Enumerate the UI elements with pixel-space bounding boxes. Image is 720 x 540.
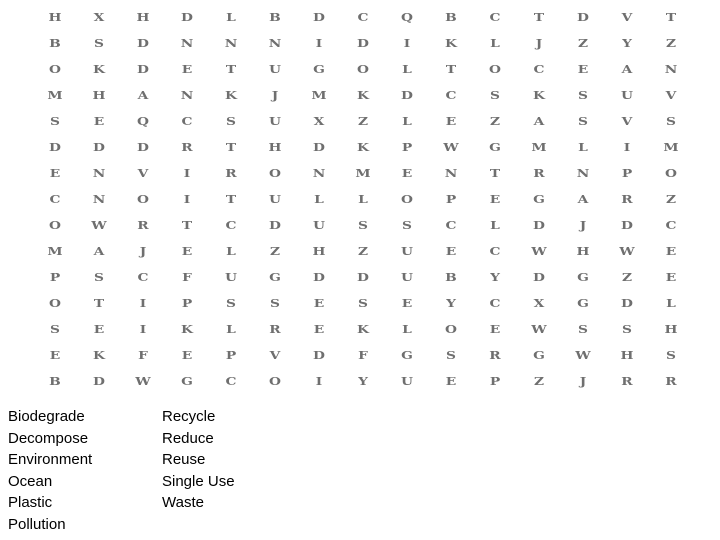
grid-cell: A	[577, 192, 589, 206]
grid-cell: S	[226, 296, 236, 310]
grid-cell: L	[490, 218, 500, 232]
grid-cell: I	[623, 140, 631, 154]
grid-cell: S	[226, 114, 236, 128]
grid-cell: E	[93, 322, 105, 336]
grid-cell: W	[531, 244, 547, 258]
grid-cell: M	[355, 166, 371, 180]
grid-cell: M	[47, 88, 63, 102]
grid-cell: W	[619, 244, 635, 258]
word-pollution: Pollution	[8, 515, 66, 533]
grid-cell: K	[225, 88, 237, 102]
grid-cell: C	[445, 218, 457, 232]
grid-cell: M	[663, 140, 679, 154]
grid-cell: N	[664, 62, 678, 76]
grid-cell: T	[181, 218, 193, 232]
grid-cell: R	[489, 348, 501, 362]
grid-cell: Z	[489, 114, 501, 128]
grid-cell: R	[621, 192, 633, 206]
grid-cell: O	[401, 192, 413, 206]
grid-cell: D	[313, 140, 325, 154]
grid-cell: W	[531, 322, 547, 336]
grid-cell: T	[93, 296, 105, 310]
grid-cell: U	[401, 374, 413, 388]
grid-cell: D	[621, 296, 633, 310]
grid-cell: D	[93, 140, 105, 154]
grid-cell: C	[225, 218, 237, 232]
grid-cell: P	[181, 296, 193, 310]
grid-cell: P	[401, 140, 413, 154]
grid-cell: U	[269, 62, 281, 76]
grid-cell: G	[533, 192, 545, 206]
grid-cell: C	[137, 270, 149, 284]
grid-cell: O	[49, 218, 61, 232]
grid-cell: L	[490, 36, 500, 50]
word-decompose: Decompose	[8, 429, 89, 447]
grid-cell: O	[269, 166, 281, 180]
grid-cell: V	[269, 348, 281, 362]
grid-cell: G	[577, 270, 589, 284]
grid-cell: E	[313, 322, 325, 336]
grid-cell: S	[666, 348, 676, 362]
grid-cell: M	[311, 88, 327, 102]
grid-cell: L	[226, 322, 236, 336]
grid-cell: I	[139, 296, 147, 310]
word-search-grid	[33, 4, 693, 394]
grid-cell: M	[47, 244, 63, 258]
grid-cell: O	[137, 192, 149, 206]
grid-cell: A	[533, 114, 545, 128]
grid-cell: O	[489, 62, 501, 76]
grid-cell: E	[489, 322, 501, 336]
grid-cell: W	[575, 348, 591, 362]
word-ocean: Ocean	[8, 472, 53, 490]
grid-cell: K	[93, 348, 105, 362]
grid-cell: L	[226, 244, 236, 258]
grid-cell: E	[445, 114, 457, 128]
grid-cell: D	[137, 36, 149, 50]
grid-cell: E	[577, 62, 589, 76]
grid-cell: G	[401, 348, 413, 362]
grid-cell: S	[50, 322, 60, 336]
grid-cell: D	[313, 270, 325, 284]
grid-cell: L	[226, 10, 236, 24]
grid-cell: B	[49, 374, 61, 388]
grid-cell: L	[402, 62, 412, 76]
grid-cell: J	[139, 244, 147, 258]
grid-cell: Y	[622, 36, 632, 50]
grid-cell: C	[665, 218, 677, 232]
grid-cell: S	[94, 36, 104, 50]
grid-cell: D	[137, 140, 149, 154]
grid-cell: O	[445, 322, 457, 336]
word-reuse: Reuse	[162, 451, 206, 469]
grid-cell: F	[182, 270, 192, 284]
grid-cell: H	[92, 88, 106, 102]
grid-cell: U	[313, 218, 325, 232]
grid-cell: W	[135, 374, 151, 388]
grid-cell: E	[49, 166, 61, 180]
grid-cell: Y	[358, 374, 368, 388]
grid-cell: L	[358, 192, 368, 206]
grid-cell: C	[533, 62, 545, 76]
word-list-column-1	[8, 406, 162, 536]
grid-cell: E	[401, 296, 413, 310]
grid-cell: O	[49, 296, 61, 310]
grid-cell: Q	[401, 10, 413, 24]
grid-cell: L	[666, 296, 676, 310]
grid-cell: N	[180, 36, 194, 50]
grid-cell: G	[313, 62, 325, 76]
grid-cell: U	[621, 88, 633, 102]
grid-cell: Z	[577, 36, 589, 50]
word-environment: Environment	[8, 451, 93, 469]
grid-cell: N	[224, 36, 238, 50]
grid-cell: B	[445, 270, 457, 284]
grid-cell: D	[533, 270, 545, 284]
grid-cell: K	[357, 88, 369, 102]
grid-cell: E	[313, 296, 325, 310]
grid-cell: K	[357, 322, 369, 336]
grid-cell: T	[225, 62, 237, 76]
grid-cell: S	[622, 322, 632, 336]
grid-cell: H	[268, 140, 282, 154]
grid-cell: O	[49, 62, 61, 76]
grid-cell: E	[665, 244, 677, 258]
grid-cell: H	[136, 10, 150, 24]
grid-cell: D	[533, 218, 545, 232]
grid-cell: E	[49, 348, 61, 362]
grid-cell: I	[139, 322, 147, 336]
grid-cell: D	[181, 10, 193, 24]
grid-cell: E	[181, 348, 193, 362]
grid-cell: U	[269, 114, 281, 128]
grid-cell: R	[225, 166, 237, 180]
grid-cell: E	[181, 62, 193, 76]
grid-cell: B	[445, 10, 457, 24]
grid-cell: A	[93, 244, 105, 258]
grid-cell: S	[666, 114, 676, 128]
grid-cell: I	[183, 192, 191, 206]
grid-cell: H	[312, 244, 326, 258]
grid-cell: C	[357, 10, 369, 24]
grid-cell: D	[357, 270, 369, 284]
grid-cell: C	[181, 114, 193, 128]
grid-cell: L	[578, 140, 588, 154]
grid-cell: D	[269, 218, 281, 232]
word-list	[8, 406, 316, 536]
grid-cell: J	[579, 374, 587, 388]
grid-cell: C	[489, 296, 501, 310]
grid-cell: R	[181, 140, 193, 154]
grid-cell: K	[357, 140, 369, 154]
grid-cell: S	[270, 296, 280, 310]
grid-cell: D	[313, 348, 325, 362]
grid-cell: K	[93, 62, 105, 76]
grid-cell: S	[446, 348, 456, 362]
grid-cell: N	[180, 88, 194, 102]
grid-cell: X	[93, 10, 105, 24]
grid-cell: E	[489, 192, 501, 206]
grid-cell: J	[579, 218, 587, 232]
grid-cell: I	[315, 36, 323, 50]
grid-cell: L	[402, 114, 412, 128]
grid-cell: C	[445, 88, 457, 102]
grid-cell: I	[183, 166, 191, 180]
grid-cell: F	[138, 348, 148, 362]
grid-cell: C	[225, 374, 237, 388]
grid-cell: H	[48, 10, 62, 24]
grid-cell: Z	[621, 270, 633, 284]
grid-cell: C	[489, 244, 501, 258]
grid-cell: P	[621, 166, 633, 180]
grid-cell: N	[92, 166, 106, 180]
grid-cell: R	[269, 322, 281, 336]
grid-cell: L	[314, 192, 324, 206]
grid-cell: D	[49, 140, 61, 154]
grid-cell: S	[578, 322, 588, 336]
grid-cell: V	[665, 88, 677, 102]
grid-cell: S	[358, 218, 368, 232]
grid-cell: N	[268, 36, 282, 50]
grid-cell: H	[620, 348, 634, 362]
grid-cell: D	[313, 10, 325, 24]
grid-cell: Y	[490, 270, 500, 284]
grid-cell: L	[402, 322, 412, 336]
grid-cell: O	[269, 374, 281, 388]
grid-cell: X	[313, 114, 325, 128]
grid-cell: W	[91, 218, 107, 232]
grid-cell: U	[401, 244, 413, 258]
grid-cell: A	[621, 62, 633, 76]
grid-cell: Z	[357, 114, 369, 128]
grid-cell: P	[225, 348, 237, 362]
grid-cell: P	[445, 192, 457, 206]
grid-cell: D	[621, 218, 633, 232]
grid-cell: S	[402, 218, 412, 232]
grid-cell: C	[49, 192, 61, 206]
grid-cell: J	[535, 36, 543, 50]
grid-cell: S	[50, 114, 60, 128]
grid-cell: E	[445, 244, 457, 258]
grid-cell: E	[401, 166, 413, 180]
grid-cell: T	[489, 166, 501, 180]
grid-cell: O	[357, 62, 369, 76]
grid-cell: Z	[357, 244, 369, 258]
grid-cell: F	[358, 348, 368, 362]
grid-cell: W	[443, 140, 459, 154]
grid-cell: G	[533, 348, 545, 362]
grid-cell: T	[533, 10, 545, 24]
grid-cell: D	[357, 36, 369, 50]
grid-cell: P	[489, 374, 501, 388]
grid-cell: N	[444, 166, 458, 180]
grid-cell: R	[137, 218, 149, 232]
grid-cell: J	[271, 88, 279, 102]
grid-cell: S	[94, 270, 104, 284]
grid-cell: G	[577, 296, 589, 310]
grid-cell: T	[665, 10, 677, 24]
word-list-column-2	[162, 406, 316, 536]
grid-cell: O	[665, 166, 677, 180]
grid-cell: G	[269, 270, 281, 284]
grid-cell: A	[137, 88, 149, 102]
grid-cell: N	[92, 192, 106, 206]
grid-cell: G	[489, 140, 501, 154]
word-single-use: Single Use	[162, 472, 235, 490]
grid-cell: D	[93, 374, 105, 388]
grid-cell: B	[49, 36, 61, 50]
grid-cell: E	[181, 244, 193, 258]
grid-cell: B	[269, 10, 281, 24]
grid-cell: E	[665, 270, 677, 284]
grid-cell: Z	[533, 374, 545, 388]
word-biodegrade: Biodegrade	[8, 408, 85, 425]
grid-cell: S	[578, 114, 588, 128]
word-plastic: Plastic	[8, 494, 53, 512]
grid-cell: R	[533, 166, 545, 180]
grid-cell: I	[403, 36, 411, 50]
grid-cell: E	[93, 114, 105, 128]
grid-cell: M	[531, 140, 547, 154]
grid-cell: V	[137, 166, 149, 180]
grid-cell: H	[576, 244, 590, 258]
word-waste: Waste	[162, 494, 204, 512]
grid-cell: T	[225, 140, 237, 154]
grid-cell: S	[578, 88, 588, 102]
grid-cell: U	[225, 270, 237, 284]
grid-cell: U	[269, 192, 281, 206]
grid-cell: C	[489, 10, 501, 24]
grid-cell: T	[225, 192, 237, 206]
grid-cell: G	[181, 374, 193, 388]
grid-cell: D	[577, 10, 589, 24]
grid-cell: Z	[269, 244, 281, 258]
grid-cell: T	[445, 62, 457, 76]
grid-cell: K	[181, 322, 193, 336]
grid-cell: P	[49, 270, 61, 284]
word-reduce: Reduce	[162, 429, 214, 447]
grid-cell: V	[621, 114, 633, 128]
grid-cell: V	[621, 10, 633, 24]
grid-cell: S	[358, 296, 368, 310]
grid-cell: Q	[137, 114, 149, 128]
grid-cell: Y	[446, 296, 456, 310]
grid-cell: E	[445, 374, 457, 388]
grid-cell: I	[315, 374, 323, 388]
grid-cell: R	[621, 374, 633, 388]
grid-cell: H	[664, 322, 678, 336]
grid-cell: D	[137, 62, 149, 76]
word-recycle: Recycle	[162, 408, 216, 425]
grid-cell: S	[490, 88, 500, 102]
grid-cell: U	[401, 270, 413, 284]
grid-cell: D	[401, 88, 413, 102]
grid-cell: R	[665, 374, 677, 388]
grid-cell: K	[445, 36, 457, 50]
grid-cell: N	[576, 166, 590, 180]
grid-cell: X	[533, 296, 545, 310]
grid-cell: N	[312, 166, 326, 180]
grid-cell: K	[533, 88, 545, 102]
grid-cell: Z	[665, 192, 677, 206]
grid-cell: Z	[665, 36, 677, 50]
